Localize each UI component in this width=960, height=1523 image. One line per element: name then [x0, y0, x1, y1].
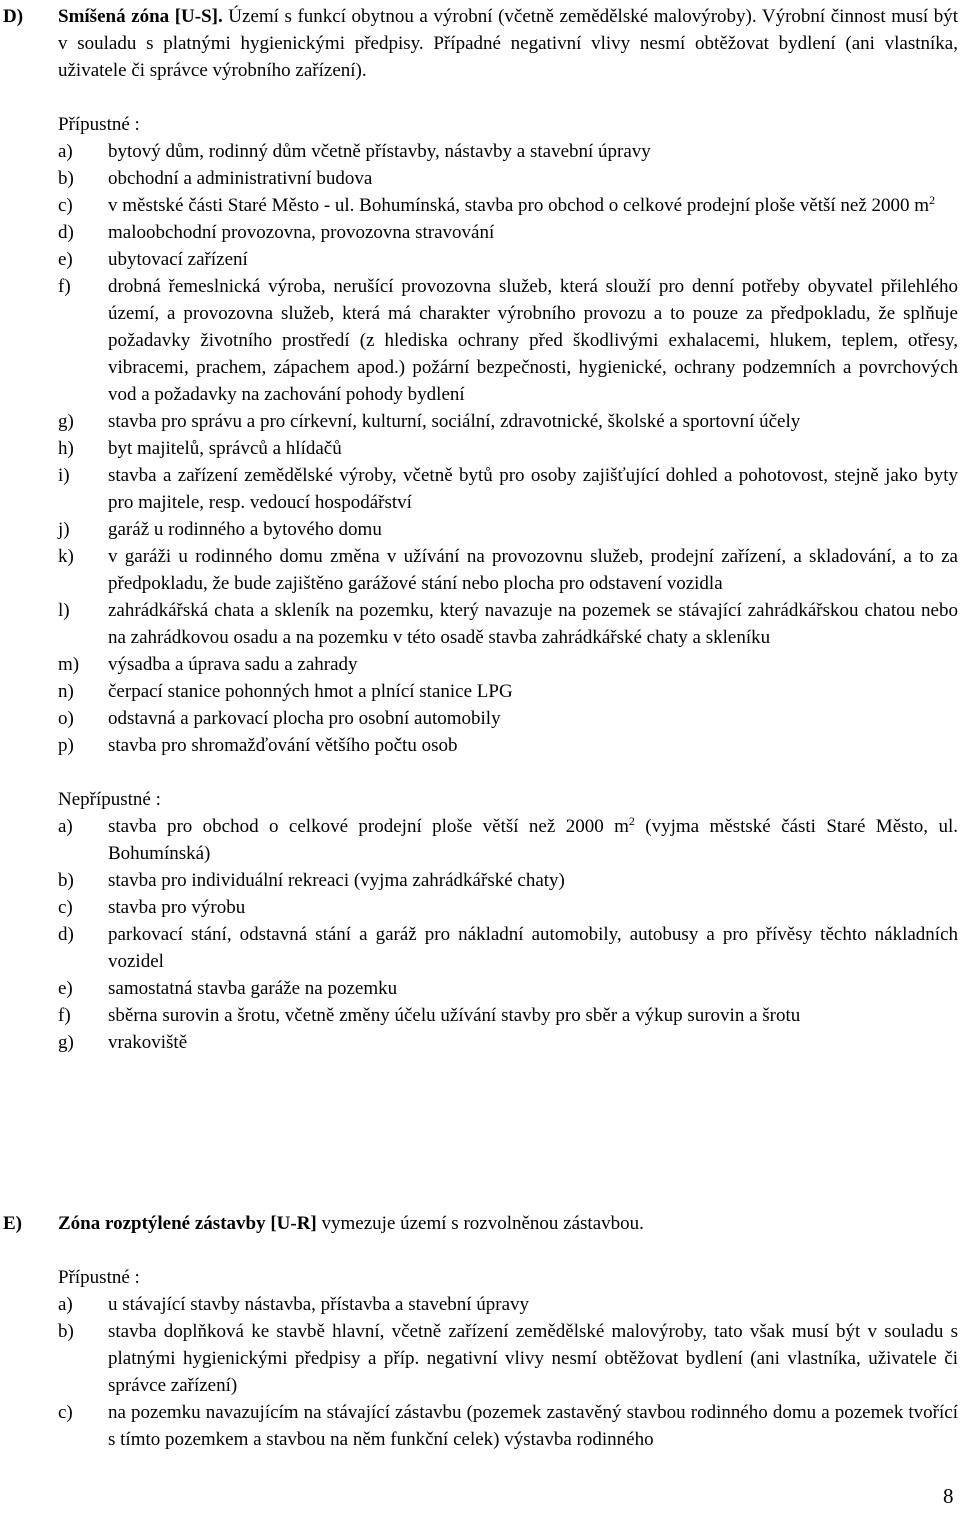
list-item: [58, 651, 958, 678]
list-item-text-block: [108, 867, 958, 894]
list-item-marker: b): [58, 870, 74, 891]
list-item-marker: b): [58, 168, 74, 189]
list-item-text: byt majitelů, správců a hlídačů: [108, 438, 342, 459]
list-item: [58, 246, 958, 273]
list-item-marker: c): [58, 1402, 73, 1423]
list-item-marker: a): [58, 816, 73, 837]
list-item-marker: k): [58, 546, 74, 567]
page-number: 8: [943, 1484, 954, 1508]
list-item: [58, 1291, 958, 1318]
list-item-text-block: [108, 246, 958, 273]
list-item-text-block: [108, 1318, 958, 1399]
list-item-text-block: [108, 543, 958, 597]
list-item: [58, 732, 958, 759]
list-item-text-block: [108, 1291, 958, 1318]
list-item: [58, 219, 958, 246]
list-item-marker: f): [58, 276, 71, 297]
list-item-text-block: [108, 192, 958, 219]
list-item: [58, 894, 958, 921]
list-item-text-block: [108, 705, 958, 732]
superscript-exponent: 2: [628, 814, 635, 828]
list-item: [58, 1029, 958, 1056]
list-item-text-block: [108, 138, 958, 165]
list-item-text-block: [108, 894, 958, 921]
list-item-text-block: [108, 462, 958, 516]
list-item-text: stavba pro správu a pro církevní, kulturní, sociální, zdravotnické, školské a sportovní účely: [108, 411, 801, 432]
list-item: [58, 462, 958, 516]
list-item-text: drobná řemeslnická výroba, nerušící provozovna služeb, která slouží pro denní potřeby obyvatel přilehlého území, a provozovna služeb, která má charakter výrobního provozu a to pouze za předpokladu, že splňuje požadavky životního prostředí (z hlediska ochrany před škodlivými exhalacemi, hlukem, teplem, otřesy, vibracemi, prachem, zápachem apod.) požární bezpečnosti, hygienické, ochrany podzemních a povrchových vod a požadavky na zachování pohody bydlení: [108, 276, 958, 405]
list-item-text: u stávající stavby nástavba, přístavba a stavební úpravy: [108, 1294, 530, 1315]
section-d-letter: D): [3, 6, 24, 27]
section-d-title: Smíšená zóna [U-S].: [58, 6, 223, 27]
list-item-text: maloobchodní provozovna, provozovna stravování: [108, 222, 495, 243]
section-e-allowed-list: [0, 1291, 960, 1453]
list-item-text: garáž u rodinného a bytového domu: [108, 519, 382, 540]
list-item: [58, 273, 958, 408]
list-item: [58, 597, 958, 651]
list-item: [58, 543, 958, 597]
list-item-text: v garáži u rodinného domu změna v užívání na provozovnu služeb, prodejní zařízení, a skladování, a to za předpokladu, že bude zajištěno garážové stání nebo plocha pro odstavení vozidla: [108, 546, 958, 594]
section-d-forbidden-list: [0, 813, 960, 1056]
list-item-text-block: [108, 219, 958, 246]
list-item-text: čerpací stanice pohonných hmot a plnící stanice LPG: [108, 681, 513, 702]
list-item-marker: j): [58, 519, 70, 540]
list-item-text-continuation: (vyjma městské části Staré Město, ul. Bohumínská): [108, 816, 958, 864]
list-item-marker: m): [58, 654, 80, 675]
list-item-text-block: [108, 1002, 958, 1029]
section-e-letter: E): [3, 1213, 22, 1234]
list-item-text: ubytovací zařízení: [108, 249, 248, 270]
list-item-marker: o): [58, 708, 74, 729]
list-item-text-block: [108, 273, 958, 408]
list-item-text: parkovací stání, odstavná stání a garáž pro nákladní automobily, autobusy a pro přívěsy těchto nákladních vozidel: [108, 924, 958, 972]
list-item: [58, 921, 958, 975]
list-item: [58, 435, 958, 462]
list-item: [58, 1399, 958, 1453]
section-e-allowed-label: Přípustné :: [58, 1267, 140, 1288]
list-item-text: stavba pro individuální rekreaci (vyjma zahrádkářské chaty): [108, 870, 565, 891]
list-item-text: zahrádkářská chata a skleník na pozemku, který navazuje na pozemek se stávající zahrádkářskou chatou nebo na zahrádkovou osadu a na pozemku v této osadě stavba zahrádkářské chaty a skleníku: [108, 600, 958, 648]
list-item-text: vrakoviště: [108, 1032, 188, 1053]
list-item-marker: d): [58, 222, 74, 243]
list-item-text: stavba pro shromažďování většího počtu osob: [108, 735, 458, 756]
list-item-marker: f): [58, 1005, 71, 1026]
list-item-marker: h): [58, 438, 74, 459]
list-item-text-block: [108, 732, 958, 759]
list-item-text: na pozemku navazujícím na stávající zástavbu (pozemek zastavěný stavbou rodinného domu a pozemek tvořící s tímto pozemkem a stavbou na něm funkční celek) výstavba rodinného: [108, 1402, 958, 1450]
list-item-text-block: [108, 678, 958, 705]
list-item-text: sběrna surovin a šrotu, včetně změny účelu užívání stavby pro sběr a výkup surovin a šrotu: [108, 1005, 801, 1026]
list-item-text: stavba pro výrobu: [108, 897, 246, 918]
list-item-text: samostatná stavba garáže na pozemku: [108, 978, 398, 999]
section-d-allowed-label: Přípustné :: [58, 114, 140, 135]
list-item-text: obchodní a administrativní budova: [108, 168, 373, 189]
section-d: [0, 3, 960, 1056]
list-item-marker: g): [58, 1032, 74, 1053]
list-item: [58, 705, 958, 732]
list-item-marker: g): [58, 411, 74, 432]
list-item: [58, 678, 958, 705]
section-d-forbidden-label: Nepřípustné :: [58, 789, 161, 810]
list-item-text: stavba pro obchod o celkové prodejní ploše větší než 2000 m: [108, 816, 629, 837]
list-item-text-block: [108, 975, 958, 1002]
list-item-marker: d): [58, 924, 74, 945]
list-item-text-block: [108, 651, 958, 678]
list-item: [58, 1318, 958, 1399]
section-d-intro-paragraph: [58, 3, 958, 84]
section-e: [0, 1210, 960, 1453]
list-item-marker: c): [58, 195, 73, 216]
list-item-text-block: [108, 435, 958, 462]
list-item: [58, 192, 958, 219]
list-item: [58, 1002, 958, 1029]
list-item-marker: e): [58, 249, 73, 270]
list-item-text: bytový dům, rodinný dům včetně přístavby, nástavby a stavební úpravy: [108, 141, 651, 162]
list-item-text-block: [108, 408, 958, 435]
list-item-marker: e): [58, 978, 73, 999]
section-d-intro: Území s funkcí obytnou a výrobní (včetně zemědělské malovýroby). Výrobní činnost musí být v souladu s platnými hygienickými předpisy. Případné negativní vlivy nesmí obtěžovat bydlení (ani vlastníka, uživatele či správce výrobního zařízení).: [58, 6, 958, 81]
section-e-intro-paragraph: [58, 1210, 958, 1237]
list-item-marker: p): [58, 735, 74, 756]
list-item: [58, 975, 958, 1002]
list-item-text-block: [108, 921, 958, 975]
list-item-text: v městské části Staré Město - ul. Bohumínská, stavba pro obchod o celkové prodejní ploše větší než 2000 m: [108, 195, 930, 216]
list-item: [58, 165, 958, 192]
list-item: [58, 408, 958, 435]
list-item-text-block: [108, 1399, 958, 1453]
list-item: [58, 867, 958, 894]
list-item-marker: i): [58, 465, 70, 486]
section-d-allowed-list: [0, 138, 960, 759]
superscript-exponent: 2: [929, 193, 936, 207]
list-item-text: stavba a zařízení zemědělské výroby, včetně bytů pro osoby zajišťující dohled a pohotovost, stejně jako byty pro majitele, resp. vedoucí hospodářství: [108, 465, 958, 513]
list-item-text-block: [108, 165, 958, 192]
list-item-marker: b): [58, 1321, 74, 1342]
list-item-marker: a): [58, 141, 73, 162]
list-item-text: odstavná a parkovací plocha pro osobní automobily: [108, 708, 501, 729]
list-item-text-block: [108, 516, 958, 543]
list-item-text-block: [108, 597, 958, 651]
list-item-text-block: [108, 813, 958, 867]
list-item-text: stavba doplňková ke stavbě hlavní, včetně zařízení zemědělské malovýroby, tato však musí být v souladu s platnými hygienickými předpisy a příp. negativní vlivy nesmí obtěžovat bydlení (ani vlastníka, uživatele či správce zařízení): [108, 1321, 958, 1396]
list-item: [58, 516, 958, 543]
list-item-marker: n): [58, 681, 74, 702]
list-item: [58, 813, 958, 867]
list-item-marker: l): [58, 600, 70, 621]
list-item-text-block: [108, 1029, 958, 1056]
list-item-marker: a): [58, 1294, 73, 1315]
list-item: [58, 138, 958, 165]
section-e-title: Zóna rozptýlené zástavby [U-R]: [58, 1213, 317, 1234]
list-item-marker: c): [58, 897, 73, 918]
list-item-text: výsadba a úprava sadu a zahrady: [108, 654, 358, 675]
section-e-intro: vymezuje území s rozvolněnou zástavbou.: [316, 1213, 644, 1234]
